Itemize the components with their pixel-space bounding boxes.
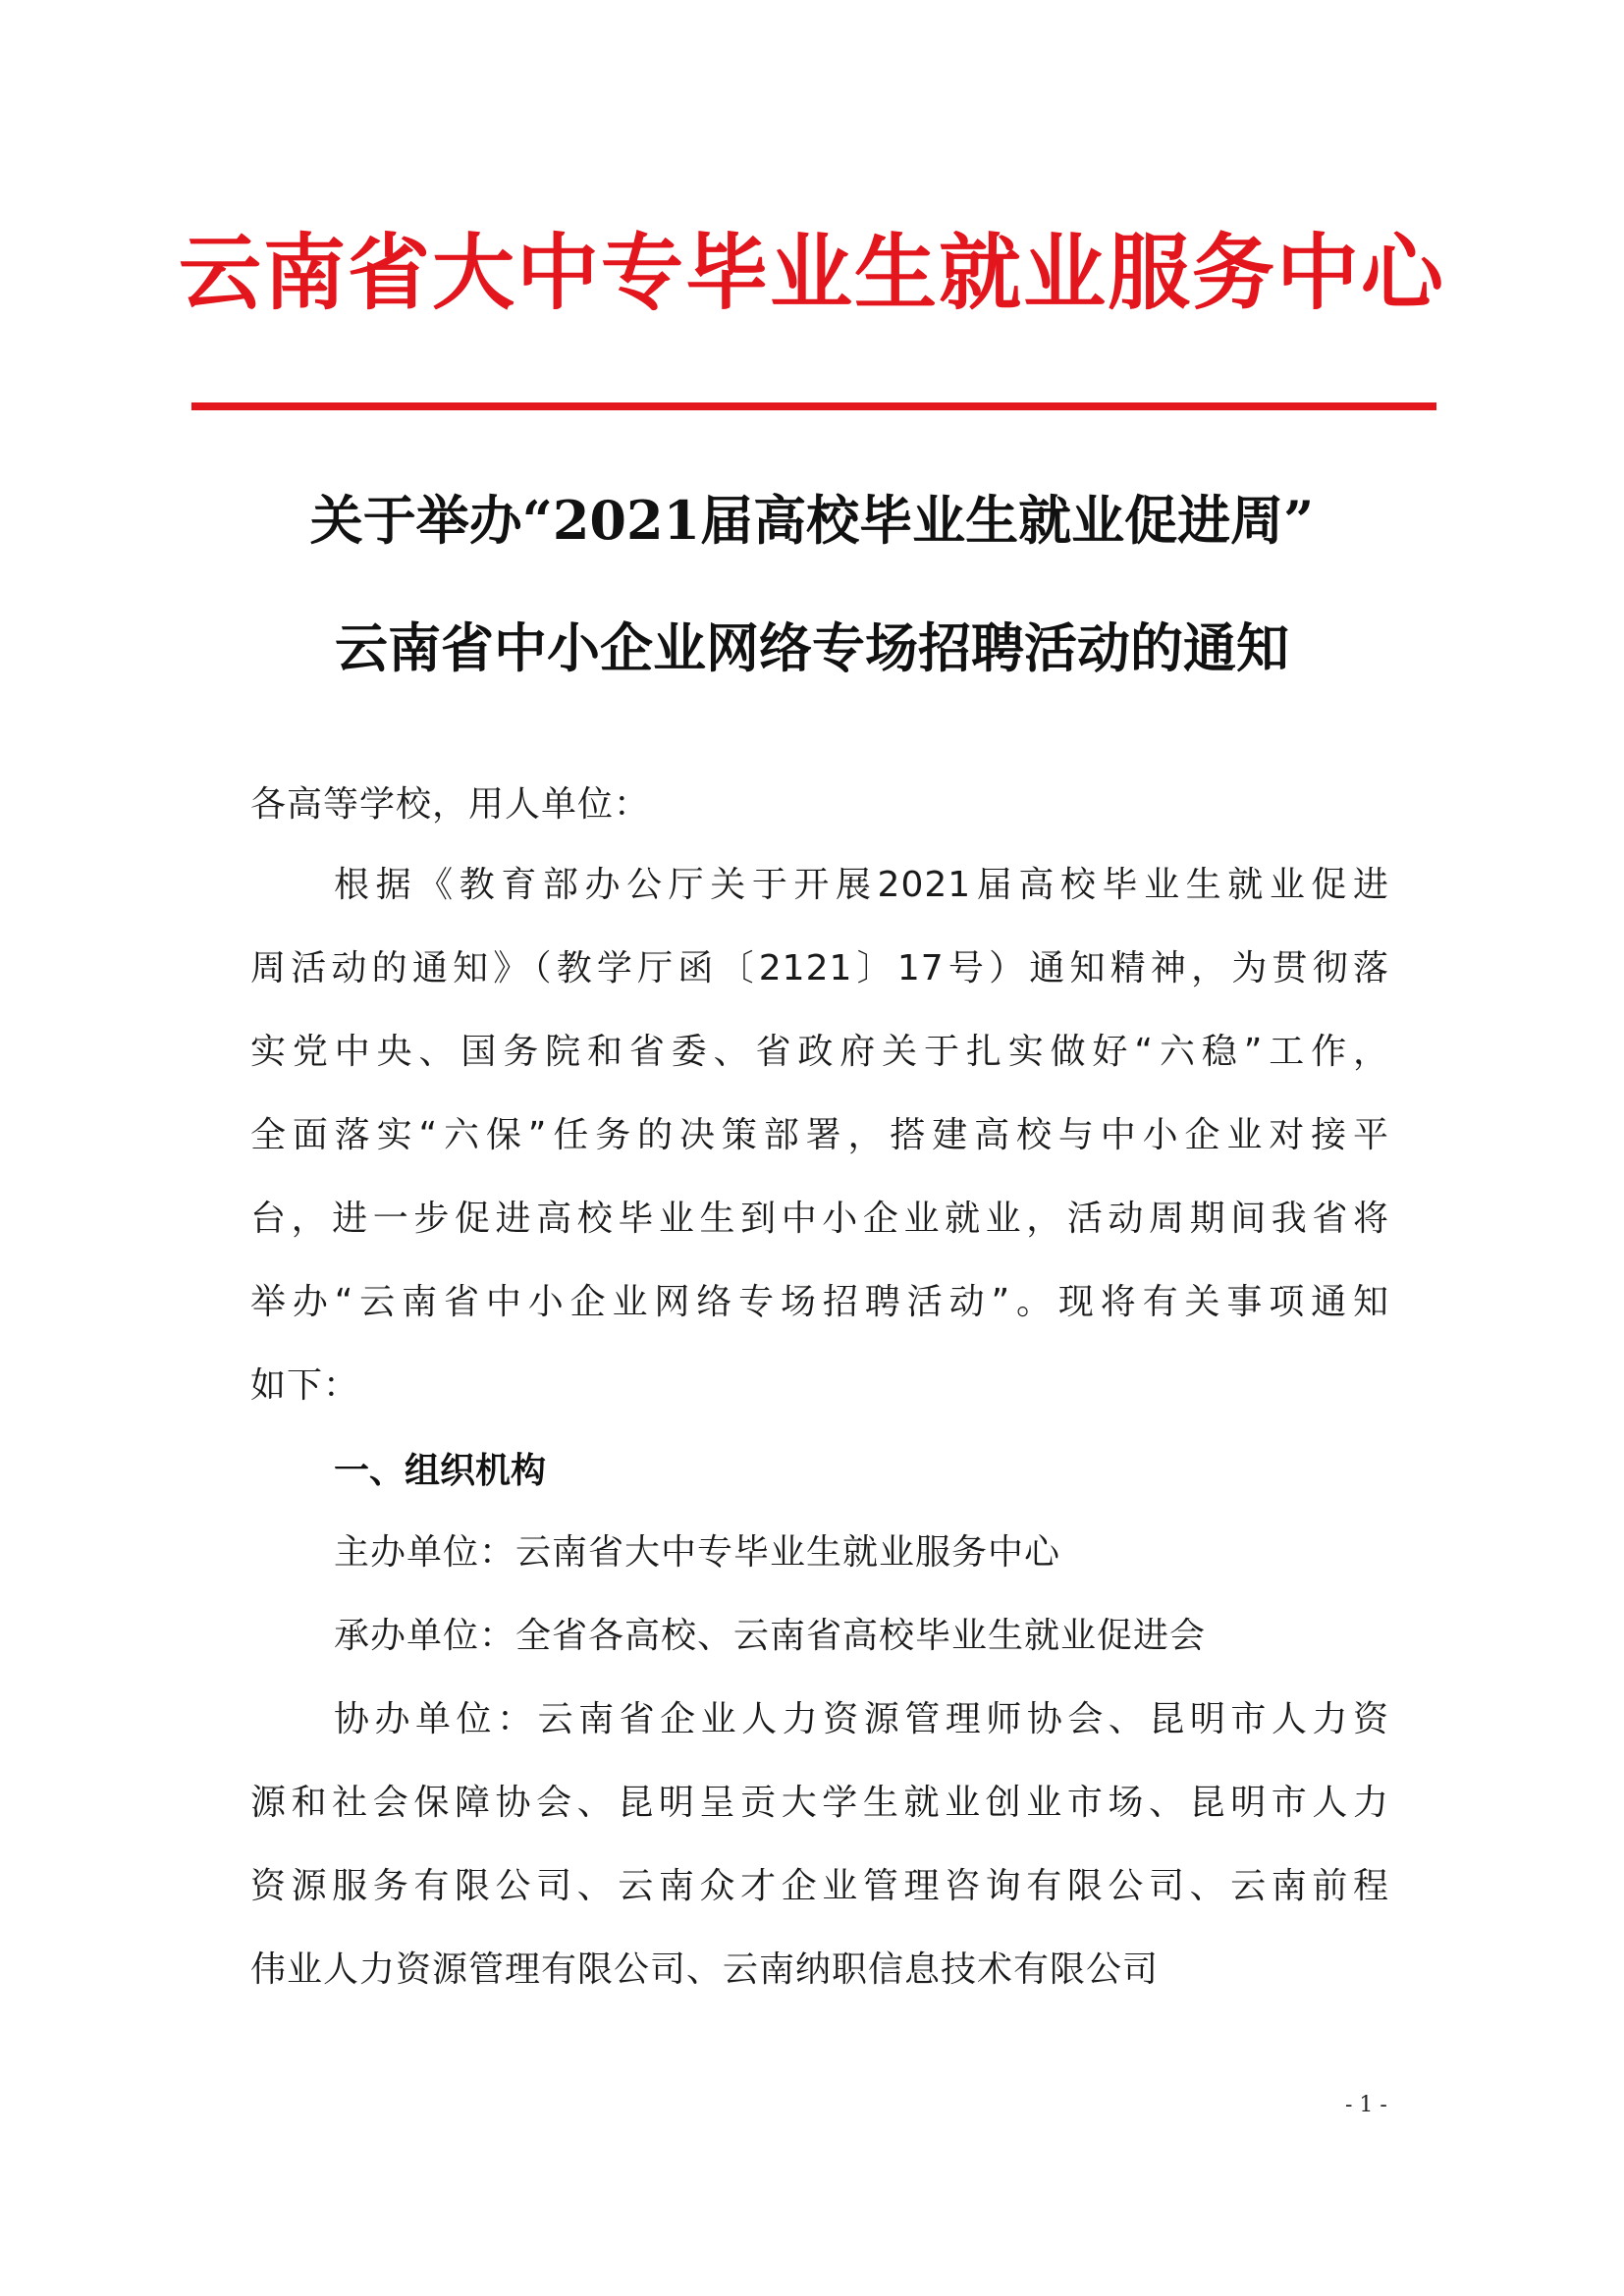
intro-line: 全面落实“六保”任务的决策部署，搭建高校与中小企业对接平	[250, 1115, 1389, 1155]
intro-line: 台，进一步促进高校毕业生到中小企业就业，活动周期间我省将	[250, 1199, 1389, 1239]
red-divider	[191, 402, 1436, 410]
salutation: 各高等学校，用人单位：	[250, 784, 651, 825]
co-organizer-line: 伟业人力资源管理有限公司、云南纳职信息技术有限公司	[250, 1949, 1160, 1990]
intro-line: 根据《教育部办公厅关于开展2021届高校毕业生就业促进	[334, 865, 1389, 905]
page-number: - 1 -	[1345, 2093, 1387, 2117]
co-organizer-line: 协办单位：云南省企业人力资源管理师协会、昆明市人力资	[334, 1699, 1389, 1739]
co-organizer-line: 源和社会保障协会、昆明呈贡大学生就业创业市场、昆明市人力	[250, 1783, 1389, 1823]
co-organizer-line: 资源服务有限公司、云南众才企业管理咨询有限公司、云南前程	[250, 1866, 1389, 1906]
header-org-name: 云南省大中专毕业生就业服务中心	[178, 224, 1445, 321]
document-title-line-1: 关于举办“2021届高校毕业生就业促进周”	[309, 489, 1315, 552]
document-title-line-2: 云南省中小企业网络专场招聘活动的通知	[335, 616, 1289, 679]
intro-line: 举办“云南省中小企业网络专场招聘活动”。现将有关事项通知	[250, 1282, 1389, 1322]
intro-line: 实党中央、国务院和省委、省政府关于扎实做好“六稳”工作，	[250, 1032, 1389, 1072]
section-heading-organization: 一、组织机构	[334, 1451, 547, 1491]
intro-line: 周活动的通知》（教学厅函〔2121〕17号）通知精神，为贯彻落	[250, 948, 1389, 988]
organizer-unit: 承办单位：全省各高校、云南省高校毕业生就业促进会	[334, 1616, 1207, 1656]
intro-line: 如下：	[250, 1365, 360, 1406]
host-unit: 主办单位：云南省大中专毕业生就业服务中心	[334, 1532, 1061, 1573]
